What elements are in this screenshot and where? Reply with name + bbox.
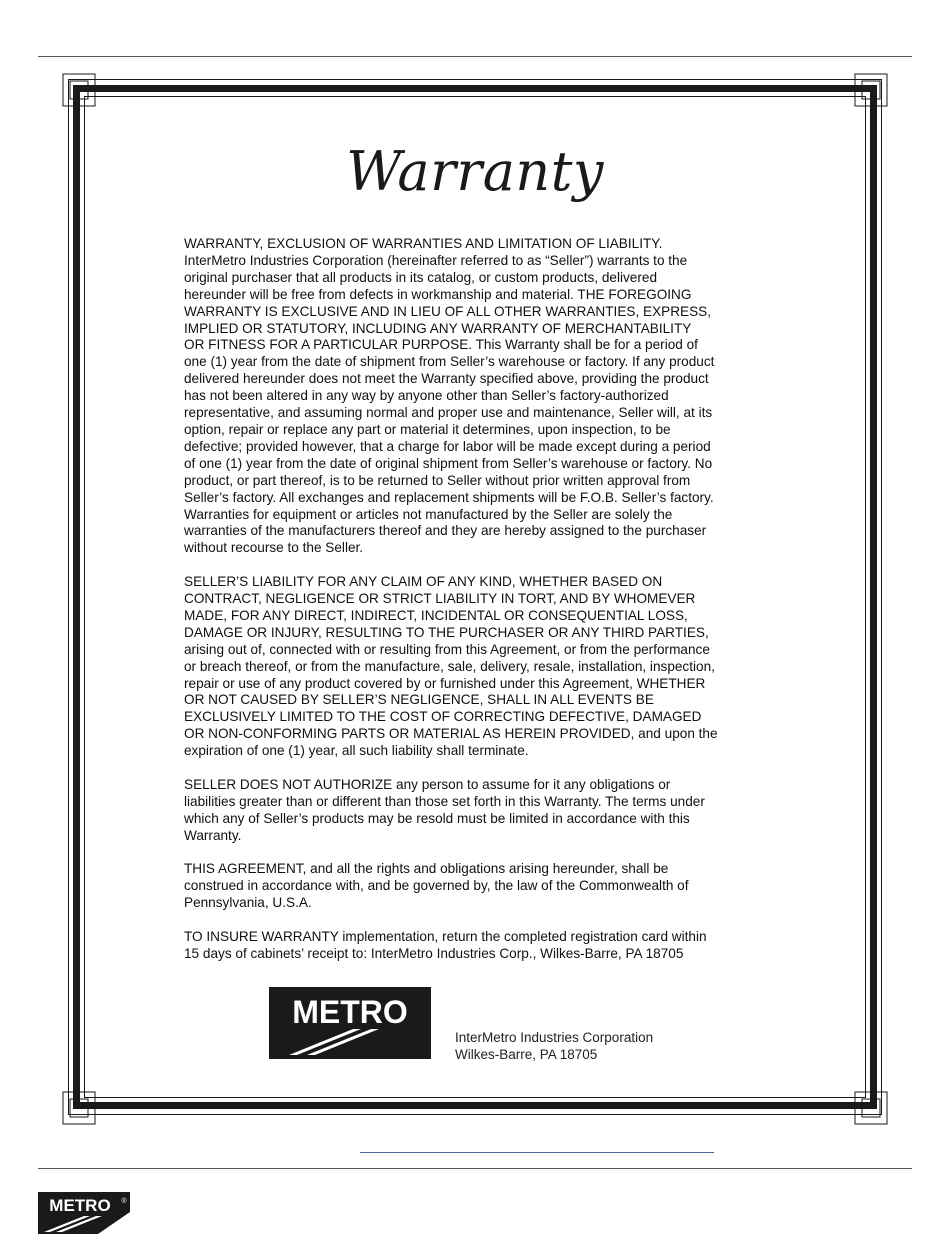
corner-ornament-top-right [854, 73, 888, 107]
paragraph-warranty-exclusion [184, 236, 764, 557]
top-rule [38, 56, 912, 57]
paragraph-registration [184, 929, 764, 963]
text-line: TO INSURE WARRANTY implementation, return the completed registration card within [184, 929, 707, 945]
registered-mark: ® [121, 1198, 127, 1205]
text-line: has not been altered in any way by anyone other than Seller’s factory-authorized [184, 388, 669, 404]
text-line: of one (1) year from the date of original shipment from Seller’s warehouse or factory. No [184, 455, 713, 471]
text-line: CONTRACT, NEGLIGENCE OR STRICT LIABILITY IN TORT, AND BY WHOMEVER [184, 591, 696, 607]
text-line: hereunder will be free from defects in workmanship and material. THE FOREGOING [184, 286, 692, 302]
text-line: IMPLIED OR STATUTORY, INCLUDING ANY WARRANTY OF MERCHANTABILITY [184, 320, 692, 336]
company-info [455, 1029, 653, 1063]
text-line: construed in accordance with, and be governed by, the law of the Commonwealth of [184, 878, 689, 894]
text-line: product, or part thereof, is to be returned to Seller without prior written approval from [184, 472, 691, 488]
bottom-rule [38, 1168, 912, 1169]
text-line: OR NON-CONFORMING PARTS OR MATERIAL AS HEREIN PROVIDED, and upon the [184, 726, 718, 742]
text-line: option, repair or replace any part or material it determines, upon inspection, to be [184, 421, 671, 437]
text-line: SELLER’S LIABILITY FOR ANY CLAIM OF ANY KIND, WHETHER BASED ON [184, 574, 663, 590]
paragraph-authorization [184, 777, 764, 845]
text-line: one (1) year from the date of shipment from Seller’s warehouse or factory. If any product [184, 354, 715, 370]
warranty-body [184, 236, 764, 980]
footer-metro-logo-icon [38, 1192, 130, 1234]
text-line: without recourse to the Seller. [184, 540, 364, 556]
company-name: InterMetro Industries Corporation [455, 1030, 654, 1045]
text-line: DAMAGE OR INJURY, RESULTING TO THE PURCHASER OR ANY THIRD PARTIES, [184, 624, 709, 640]
text-line: representative, and assuming normal and proper use and maintenance, Seller will, at its [184, 405, 713, 421]
page-title: Warranty [346, 140, 604, 203]
text-line: Warranty. [184, 827, 242, 843]
paragraph-seller-liability [184, 574, 764, 760]
text-line: WARRANTY IS EXCLUSIVE AND IN LIEU OF ALL OTHER WARRANTIES, EXPRESS, [184, 303, 712, 319]
text-line: Pennsylvania, U.S.A. [184, 895, 312, 911]
text-line: THIS AGREEMENT, and all the rights and obligations arising hereunder, shall be [184, 861, 669, 877]
text-line: repair or use of any product covered by or furnished under this Agreement, WHETHER [184, 675, 706, 691]
text-line: SELLER DOES NOT AUTHORIZE any person to assume for it any obligations or [184, 776, 671, 792]
footer-logo-text: METRO [49, 1196, 111, 1215]
text-line: OR FITNESS FOR A PARTICULAR PURPOSE. This Warranty shall be for a period of [184, 337, 698, 353]
company-address: Wilkes-Barre, PA 18705 [455, 1047, 598, 1062]
metro-logo-icon [269, 987, 431, 1059]
text-line: EXCLUSIVELY LIMITED TO THE COST OF CORRECTING DEFECTIVE, DAMAGED [184, 709, 702, 725]
text-line: defective; provided however, that a charge for labor will be made except during a period [184, 438, 711, 454]
text-line: expiration of one (1) year, all such liability shall terminate. [184, 743, 529, 759]
text-line: liabilities greater than or different than those set forth in this Warranty. The terms under [184, 793, 705, 809]
text-line: 15 days of cabinets’ receipt to: InterMetro Industries Corp., Wilkes-Barre, PA 18705 [184, 946, 684, 961]
text-line: WARRANTY, EXCLUSION OF WARRANTIES AND LIMITATION OF LIABILITY. [184, 236, 663, 251]
paragraph-governing-law [184, 861, 764, 912]
text-line: delivered hereunder does not meet the Warranty specified above, providing the product [184, 371, 709, 387]
signature-line [360, 1152, 714, 1153]
metro-logo-text: METRO [292, 994, 408, 1030]
text-line: original purchaser that all products in its catalog, or custom products, delivered [184, 269, 658, 285]
text-line: OR NOT CAUSED BY SELLER’S NEGLIGENCE, SHALL IN ALL EVENTS BE [184, 692, 654, 708]
text-line: Seller’s factory. All exchanges and replacement shipments will be F.O.B. Seller’s factory. [184, 489, 714, 505]
text-line: arising out of, connected with or resulting from this Agreement, or from the performance [184, 641, 710, 657]
text-line: Warranties for equipment or articles not manufactured by the Seller are solely the [184, 506, 673, 522]
corner-ornament-top-left [62, 73, 96, 107]
text-line: InterMetro Industries Corporation (hereinafter referred to as “Seller”) warrants to the [184, 252, 688, 268]
text-line: or breach thereof, or from the manufacture, sale, delivery, resale, installation, inspection, [184, 658, 715, 674]
text-line: warranties of the manufacturers thereof and they are hereby assigned to the purchaser [184, 523, 707, 539]
corner-ornament-bottom-left [62, 1091, 96, 1125]
text-line: MADE, FOR ANY DIRECT, INDIRECT, INCIDENTAL OR CONSEQUENTIAL LOSS, [184, 607, 688, 623]
corner-ornament-bottom-right [854, 1091, 888, 1125]
text-line: which any of Seller’s products may be resold must be limited in accordance with this [184, 810, 690, 826]
